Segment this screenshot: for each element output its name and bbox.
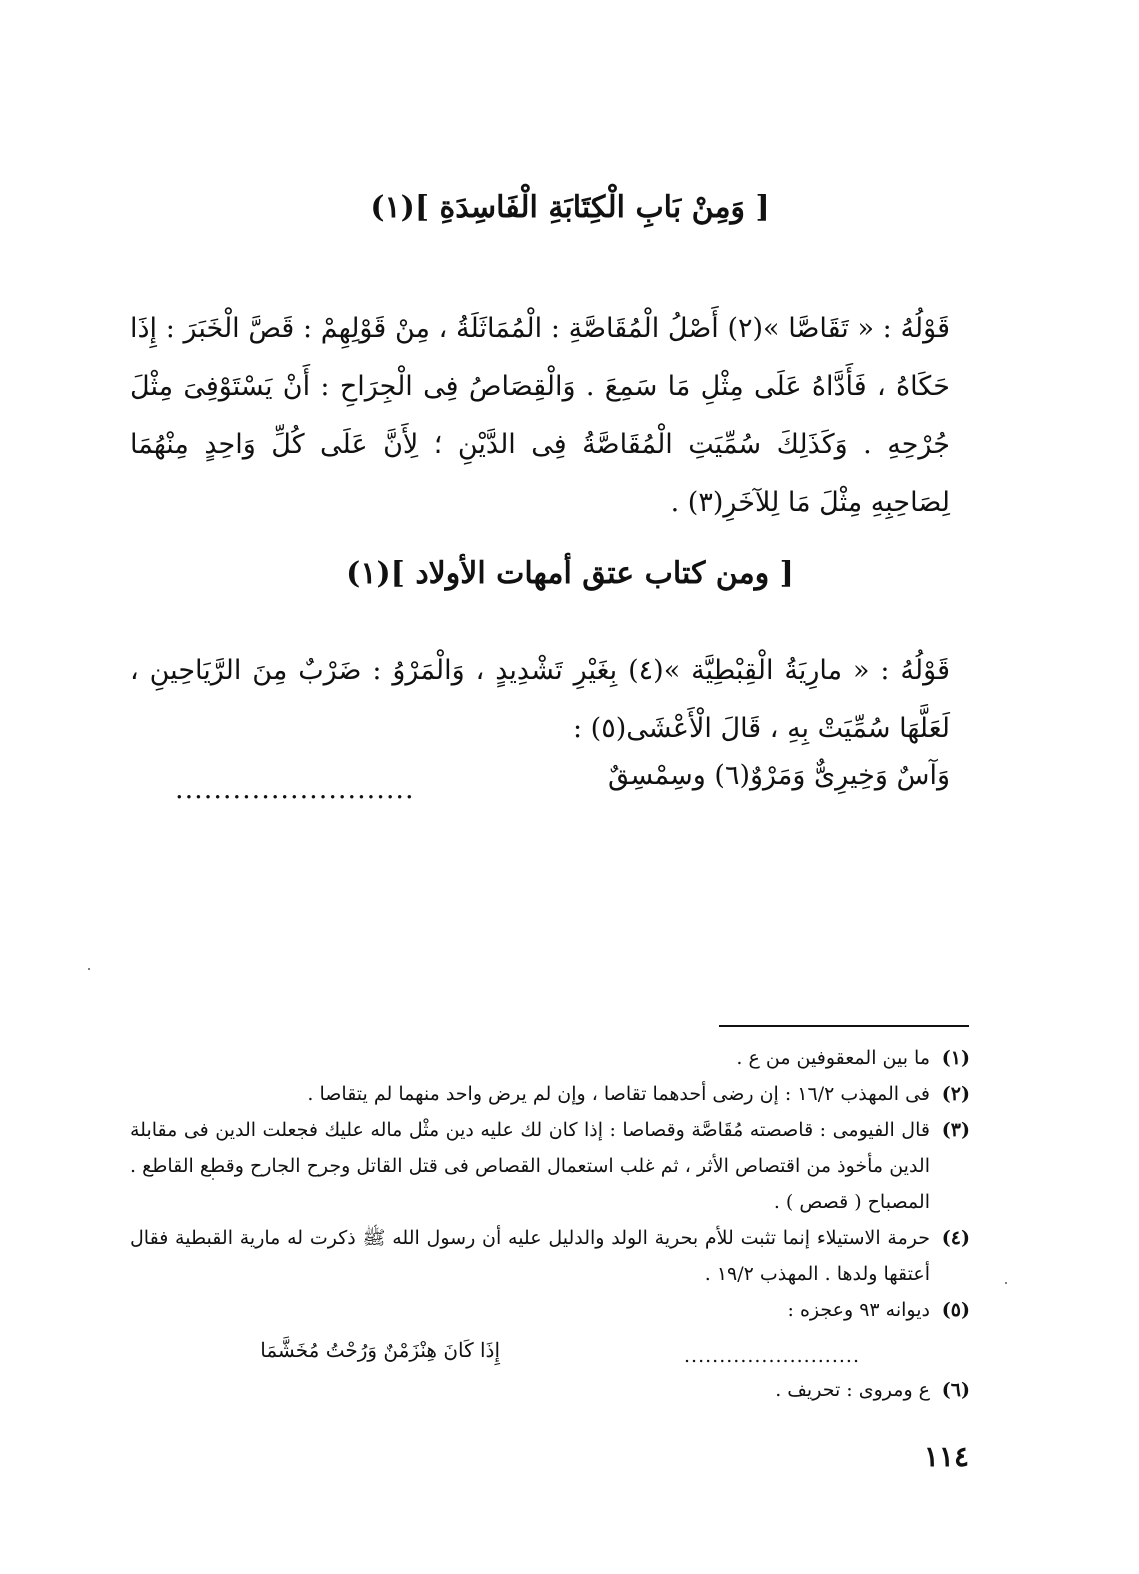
footnote-text: ما بين المعقوفين من ع . bbox=[736, 1047, 930, 1069]
footnote-number: (٦) bbox=[941, 1379, 970, 1401]
footnote-1 bbox=[130, 1040, 970, 1076]
footnote-3 bbox=[130, 1112, 970, 1220]
paragraph-text: قَوْلُهُ : « تَقَاصَّا »(٢) أَصْلُ الْمُقَاصَّةِ : الْمُمَاثَلَةُ ، مِنْ قَوْلِهِمْ : قَصَّ الْخَبَرَ : إِذَا حَكَاهُ ، فَأَدَّاهُ عَلَى مِثْلِ مَا سَمِعَ . وَالْقِصَاصُ فِى الْجِرَاحِ : أَنْ يَسْتَوْفِىَ مِثْلَ جُرْحِهِ . وَكَذَلِكَ سُمِّيَتِ الْمُقَاصَّةُ فِى الدَّيْنِ ؛ لِأَنَّ عَلَى كُلِّ وَاحِدٍ مِنْهُمَا لِصَاحِبِهِ مِثْلَ مَا لِلآخَرِ(٣) . bbox=[130, 313, 951, 518]
footnote-number: (١) bbox=[941, 1047, 970, 1069]
footnote-text: فى المهذب ١٦/٢ : إن رضى أحدهما تقاصا ، وإن لم يرض واحد منهما لم يتقاصا . bbox=[307, 1083, 930, 1105]
footnote-5 bbox=[130, 1292, 970, 1328]
footnote-number: (٤) bbox=[941, 1227, 970, 1249]
verse-first-hemistich: وَآسٌ وَخِيرِىٌّ وَمَرْوٌ(٦) وسِمْسِقٌ bbox=[607, 760, 950, 791]
paragraph-taqassa bbox=[130, 300, 1010, 532]
footnote-text: ديوانه ٩٣ وعجزه : bbox=[787, 1299, 930, 1321]
section-heading-umm-walad: [ ومن كتاب عتق أمهات الأولاد ](١) bbox=[346, 556, 794, 591]
section-heading-faulty-contract: [ وَمِنْ بَابِ الْكِتَابَةِ الْفَاسِدَةِ ](١) bbox=[370, 190, 770, 225]
footnote-text: حرمة الاستيلاء إنما تثبت للأم بحرية الولد والدليل عليه أن رسول الله ﷺ ذكرت له مارية القبطية فقال أعتقها ولدها . المهذب ١٩/٢ . bbox=[130, 1227, 930, 1285]
paragraph-mariya bbox=[130, 642, 1010, 758]
footnote-number: (٢) bbox=[941, 1083, 970, 1105]
footnote-4 bbox=[130, 1220, 970, 1292]
footnote-6 bbox=[130, 1372, 970, 1408]
footnote-separator bbox=[719, 1025, 969, 1027]
poetry-verse bbox=[130, 760, 1010, 820]
footnote-5-verse bbox=[130, 1328, 970, 1372]
footnote-number: (٥) bbox=[941, 1299, 970, 1321]
scan-speck bbox=[212, 1178, 214, 1180]
footnote-text: ع ومروى : تحريف . bbox=[775, 1379, 930, 1401]
verse-second-hemistich: ......................... bbox=[175, 774, 415, 805]
footnote-number: (٣) bbox=[941, 1119, 970, 1141]
footnotes bbox=[130, 1040, 970, 1408]
footnote-text: قال الفيومى : قاصصته مُقَاصَّة وقصاصا : إذا كان لك عليه دين مثْل ماله عليك فجعلت الدين فى مقابلة الدين مأخوذ من اقتصاص الأثر ، ثم غلب استعمال القصاص فى قتل القاتل وجرح الجارح وقطع القاطع . المصباح ( قصص ) . bbox=[130, 1119, 930, 1213]
paragraph-text: قَوْلُهُ : « مارِيَةُ الْقِبْطِيَّة »(٤) بِغَيْرِ تَشْدِيدٍ ، وَالْمَرْوُ : ضَرْبٌ مِنَ الرَّيَاحِينِ ، لَعَلَّهَا سُمِّيَتْ بِهِ ، قَالَ الْأَعْشَى(٥) : bbox=[130, 655, 950, 744]
footnote-verse-hemistich: إِذَا كَانَ هِنْزَمْنٌ وَرُحْتُ مُخَشَّمَا bbox=[260, 1338, 500, 1362]
scan-speck bbox=[88, 968, 90, 970]
footnote-verse-dots: ......................... bbox=[684, 1345, 860, 1367]
page-number: ١١٤ bbox=[923, 1440, 969, 1473]
scan-speck bbox=[1005, 1282, 1007, 1284]
footnote-2 bbox=[130, 1076, 970, 1112]
